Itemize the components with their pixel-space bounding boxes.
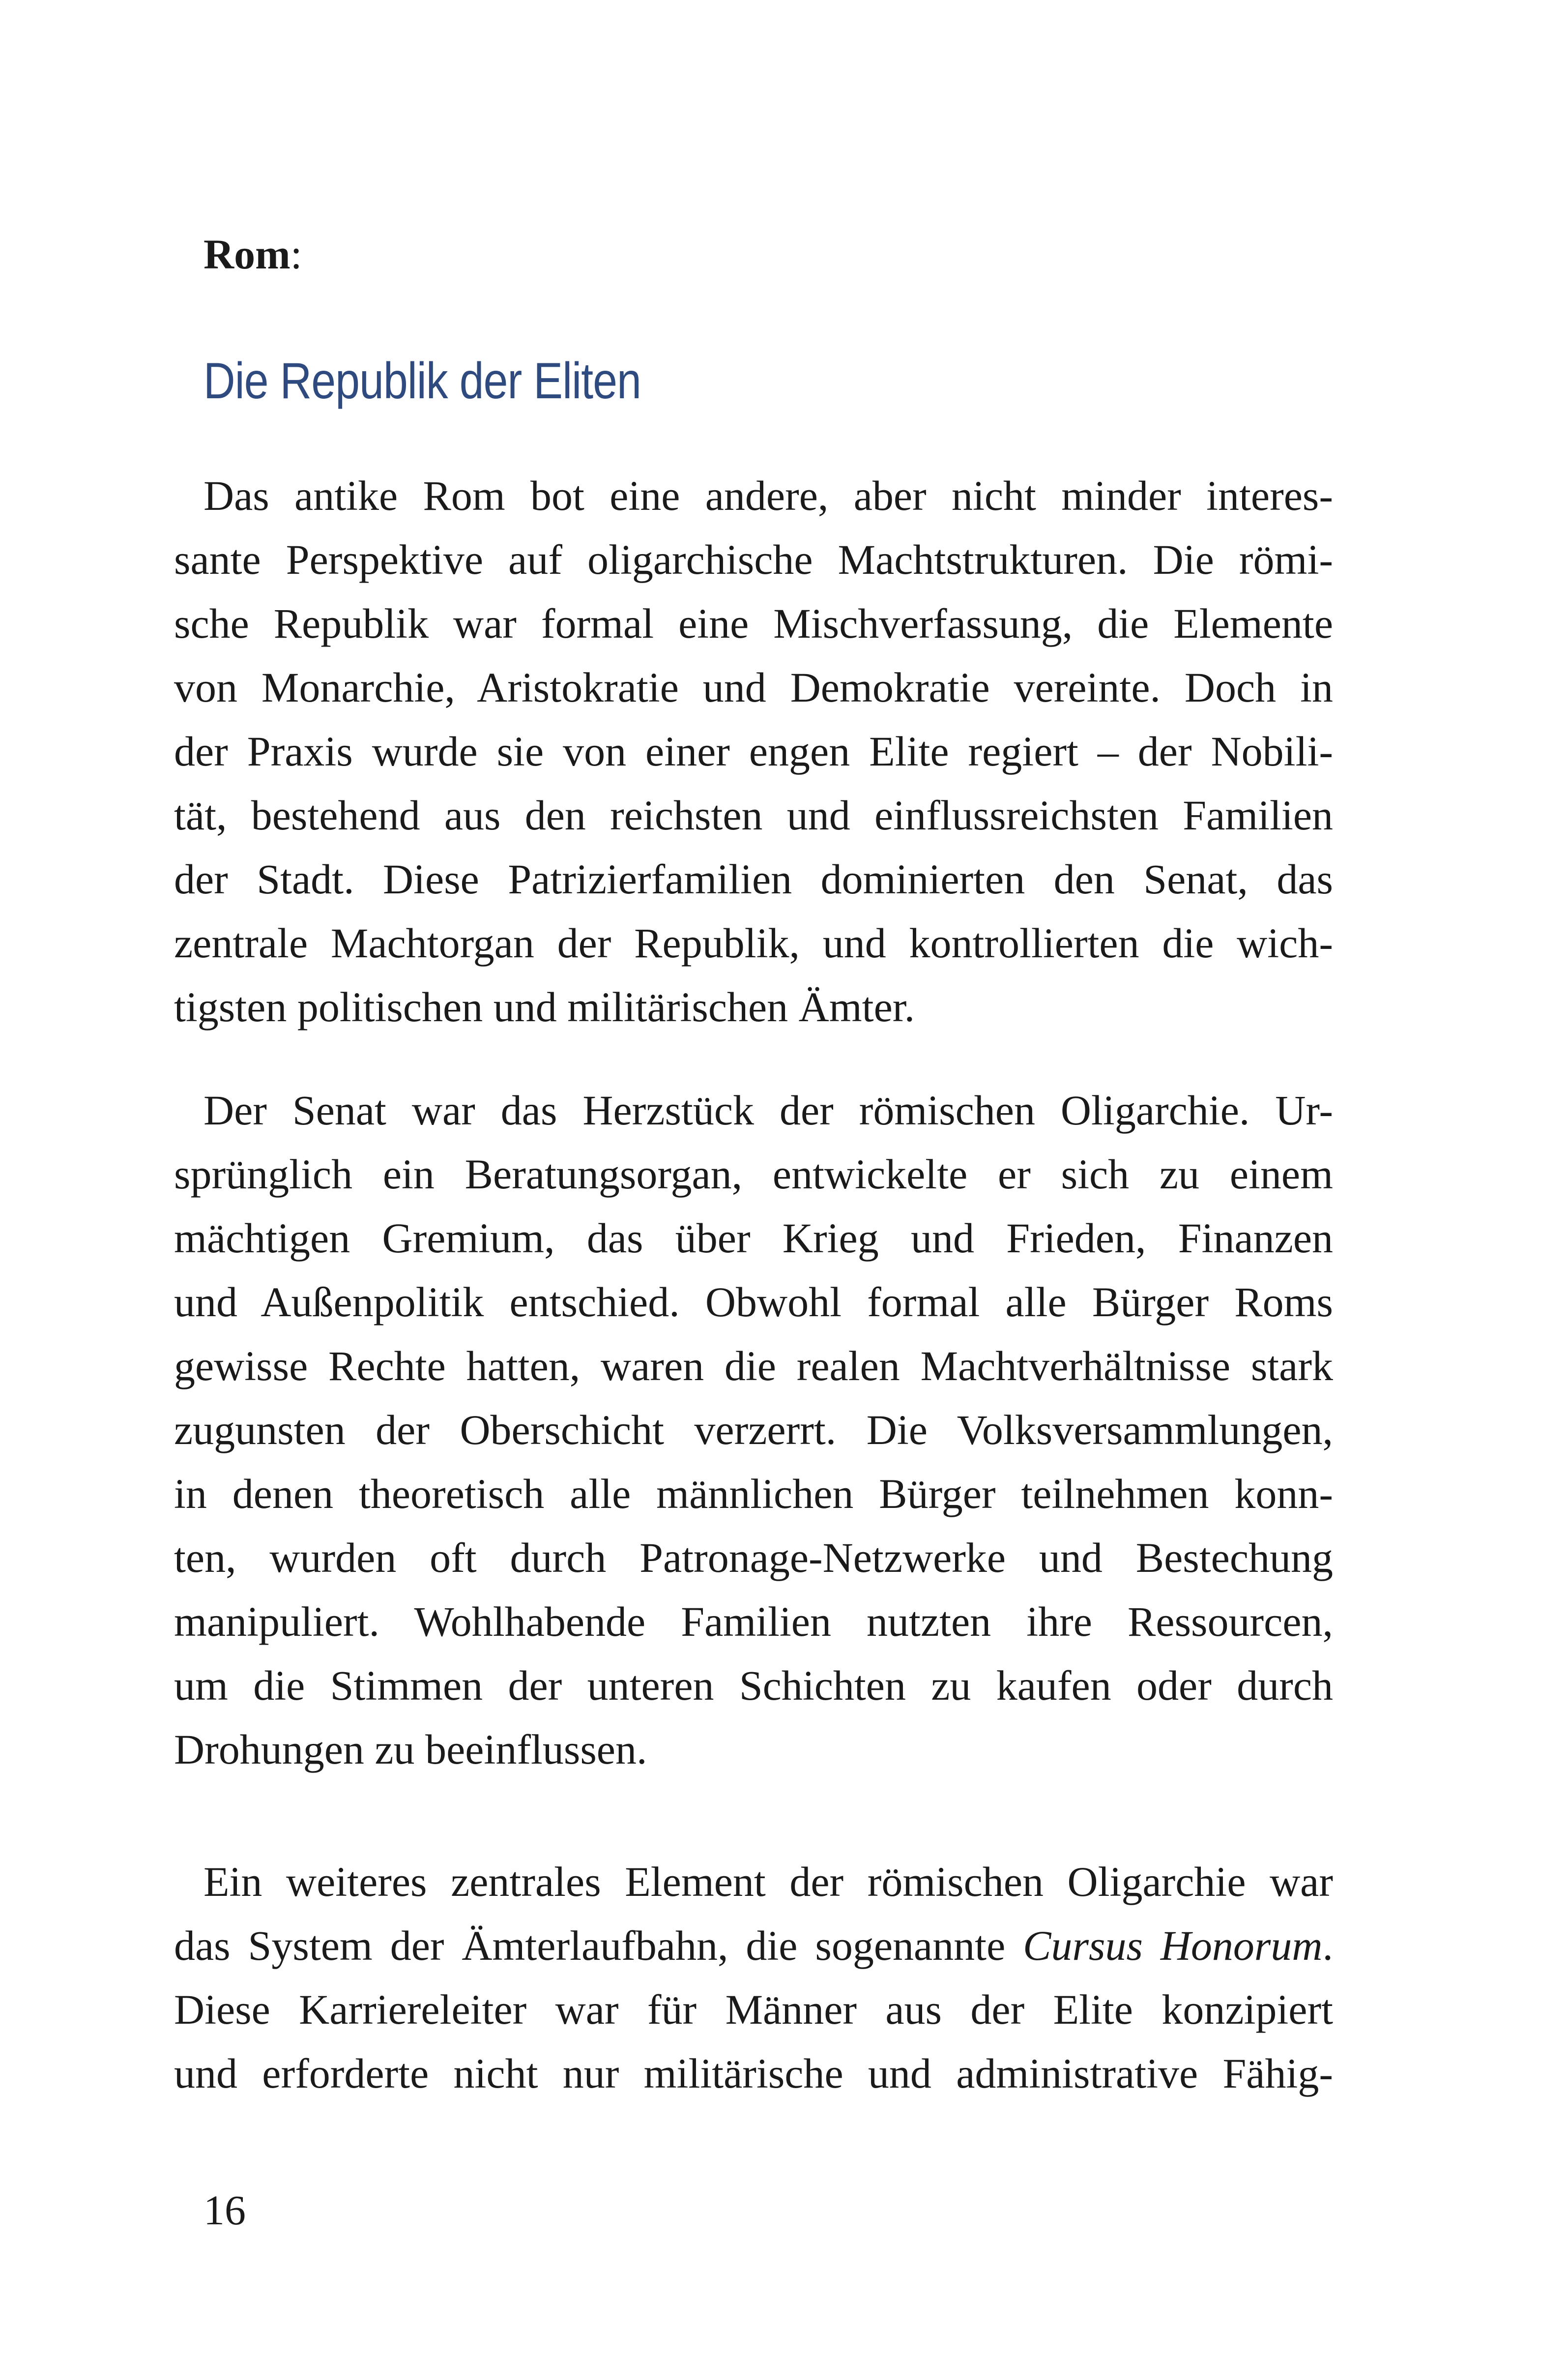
paragraph-line: Der Senat war das Herzstück der römischen Oligarchie. Ur- [203,1087,1333,1134]
paragraph-line: in denen theoretisch alle männlichen Bürger teilnehmen konn- [174,1470,1333,1517]
paragraph-line: und Außenpolitik entschied. Obwohl formal alle Bürger Roms [174,1278,1333,1326]
italic-term: Cursus Honorum [1023,1922,1323,1969]
paragraph-line: um die Stimmen der unteren Schichten zu kaufen oder durch [174,1662,1333,1709]
section-subtitle: Die Republik der Eliten [203,353,641,410]
paragraph-line: sche Republik war formal eine Mischverfassung, die Elemente [174,600,1333,647]
paragraph-line [174,1914,1333,1977]
paragraph-line: Drohungen zu beeinflussen. [174,1726,647,1773]
page-number: 16 [203,2186,246,2234]
paragraph-line: sprünglich ein Beratungsorgan, entwickelte er sich zu einem [174,1150,1333,1198]
paragraph-line: von Monarchie, Aristokratie und Demokratie vereinte. Doch in [174,664,1333,711]
paragraph-line: und erforderte nicht nur militärische und administrative Fähig- [174,2050,1333,2097]
chapter-label-text: Rom [203,231,290,278]
paragraph-text: das System der Ämterlaufbahn, die sogenannte [174,1922,1023,1969]
paragraph-1 [174,464,1333,1039]
paragraph-text: . [1322,1922,1334,1969]
chapter-label [203,227,302,281]
paragraph-line: tigsten politischen und militärischen Ämter. [174,983,915,1031]
paragraph-line: der Stadt. Diese Patrizierfamilien dominierten den Senat, das [174,856,1333,903]
paragraph-line: der Praxis wurde sie von einer engen Elite regiert – der Nobili- [174,728,1333,775]
paragraph-line: manipuliert. Wohlhabende Familien nutzten ihre Ressourcen, [174,1598,1333,1645]
paragraph-line: mächtigen Gremium, das über Krieg und Frieden, Finanzen [174,1214,1333,1262]
paragraph-line: ten, wurden oft durch Patronage-Netzwerke und Bestechung [174,1534,1333,1581]
paragraph-line: Das antike Rom bot eine andere, aber nicht minder interes- [203,472,1333,519]
paragraph-line: sante Perspektive auf oligarchische Machtstrukturen. Die römi- [174,536,1333,583]
paragraph-line: tät, bestehend aus den reichsten und einflussreichsten Familien [174,792,1333,839]
paragraph-line: Diese Karriereleiter war für Männer aus der Elite konzipiert [174,1986,1333,2033]
paragraph-2 [174,1078,1333,1781]
paragraph-line: Ein weiteres zentrales Element der römischen Oligarchie war [203,1858,1333,1905]
paragraph-3 [174,1850,1333,2105]
chapter-label-colon: : [290,231,302,278]
paragraph-line: zugunsten der Oberschicht verzerrt. Die Volksversammlungen, [174,1406,1333,1453]
paragraph-line: zentrale Machtorgan der Republik, und kontrollierten die wich- [174,919,1333,967]
paragraph-line: gewisse Rechte hatten, waren die realen Machtverhältnisse stark [174,1342,1333,1389]
